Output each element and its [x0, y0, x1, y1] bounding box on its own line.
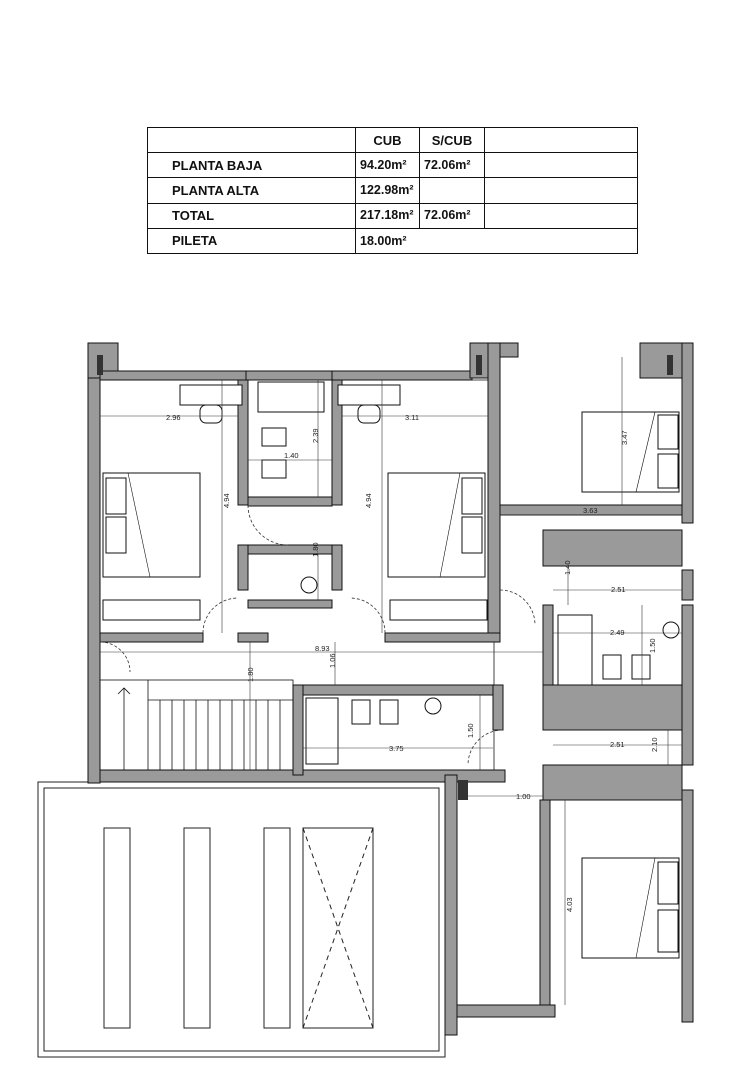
dim-label: 3.11	[405, 413, 420, 422]
column-marker	[667, 355, 673, 375]
dim-label: 1.40	[284, 451, 299, 460]
terrace-inner-outline	[44, 788, 439, 1051]
dim-label: 2.10	[650, 737, 659, 752]
pillow	[658, 910, 678, 952]
toilet	[380, 700, 398, 724]
dim-label: 8.93	[315, 644, 330, 653]
pillow	[658, 454, 678, 488]
dim-label: 2.49	[610, 628, 625, 637]
wall-west	[88, 343, 100, 783]
stair-arrow	[118, 688, 130, 770]
pillow	[462, 478, 482, 514]
wall-lobby-south-2	[248, 600, 332, 608]
bathtub	[306, 698, 338, 764]
wall-bed4-west	[445, 775, 457, 1035]
header-cub: CUB	[356, 128, 420, 153]
door-swing	[100, 642, 130, 672]
dim-label: 1.00	[516, 792, 531, 801]
wall-east-2	[682, 570, 693, 600]
header-scub: S/CUB	[420, 128, 485, 153]
wall-bed2-west-2	[332, 545, 342, 590]
door-swing	[500, 590, 535, 625]
row-label: PILETA	[148, 228, 356, 253]
chair	[358, 405, 380, 423]
dim-label: 2.51	[610, 740, 625, 749]
dim-label: 2.39	[311, 428, 320, 443]
bathtub	[558, 615, 592, 685]
bidet	[262, 428, 286, 446]
pillow	[106, 517, 126, 553]
dim-label: 3.75	[389, 744, 404, 753]
dim-label: 3.47	[620, 430, 629, 445]
bidet	[603, 655, 621, 679]
row-scub: 72.06m²	[420, 153, 485, 178]
door-swing	[203, 598, 238, 633]
wall-bath2-west	[293, 685, 303, 775]
bathtub	[258, 382, 324, 412]
dim-label: 1.80	[311, 542, 320, 557]
wall-bed2-south	[385, 633, 500, 642]
closet-block-3	[543, 765, 682, 800]
wall-north-1	[100, 371, 246, 380]
row-label: TOTAL	[148, 203, 356, 228]
washbasin	[301, 577, 317, 593]
pillow	[106, 478, 126, 514]
dim-label: 4.94	[222, 493, 231, 508]
row-cub: 217.18m²	[356, 203, 420, 228]
wall-bed1-east-2	[238, 545, 248, 590]
wall-bath2-north	[293, 685, 503, 695]
planter-strip	[264, 828, 290, 1028]
planter-strip	[104, 828, 130, 1028]
stair-treads	[148, 680, 293, 770]
dim-label: 1.80	[246, 667, 255, 682]
wall-lobby-south	[238, 633, 268, 642]
row-cub: 122.98m²	[356, 178, 420, 203]
dim-label: 4.03	[565, 897, 574, 912]
dim-label: 1.40	[563, 560, 572, 575]
column-marker	[97, 355, 103, 375]
wall-east-4	[682, 790, 693, 1022]
wall-center-n	[488, 343, 500, 633]
wall-east-3	[682, 605, 693, 765]
door-swing	[248, 505, 288, 545]
column-marker	[476, 355, 482, 375]
toilet	[262, 460, 286, 478]
column-marker	[458, 780, 468, 800]
dim-label: 1.06	[328, 653, 337, 668]
dim-label: 2.51	[611, 585, 626, 594]
bidet	[352, 700, 370, 724]
wall-bath2-east	[493, 685, 503, 730]
desk	[338, 385, 400, 405]
dim-label: 3.63	[583, 506, 598, 515]
wall-north-stub	[500, 343, 518, 357]
terrace-outline	[38, 782, 445, 1057]
dim-label: 1.50	[648, 638, 657, 653]
row-label: PLANTA ALTA	[148, 178, 356, 203]
wall-bed1-south	[100, 633, 203, 642]
desk	[180, 385, 242, 405]
wall-north-2	[246, 371, 332, 380]
chair	[200, 405, 222, 423]
row-cub: 18.00m²	[356, 228, 638, 253]
dim-label: 4.94	[364, 493, 373, 508]
wall-east-1	[682, 343, 693, 523]
row-cub: 94.20m²	[356, 153, 420, 178]
pillow	[658, 862, 678, 904]
dim-label: 2.96	[166, 413, 181, 422]
pillow	[462, 517, 482, 553]
wall-bath1-south	[248, 497, 332, 506]
pool-void-cross	[303, 828, 373, 1028]
dim-label: 1.50	[466, 723, 475, 738]
door-swing	[350, 598, 385, 633]
planter-strip	[184, 828, 210, 1028]
pillow	[658, 415, 678, 449]
wall-bath3-west	[543, 605, 553, 685]
row-label: PLANTA BAJA	[148, 153, 356, 178]
wardrobe	[390, 600, 487, 620]
wall-north-3	[332, 371, 472, 380]
washbasin	[663, 622, 679, 638]
toilet	[632, 655, 650, 679]
wardrobe	[103, 600, 200, 620]
wall-bed4-south	[457, 1005, 555, 1017]
wall-bed4-div	[540, 800, 550, 1005]
row-scub: 72.06m²	[420, 203, 485, 228]
closet-block-2	[543, 685, 682, 730]
washbasin	[425, 698, 441, 714]
